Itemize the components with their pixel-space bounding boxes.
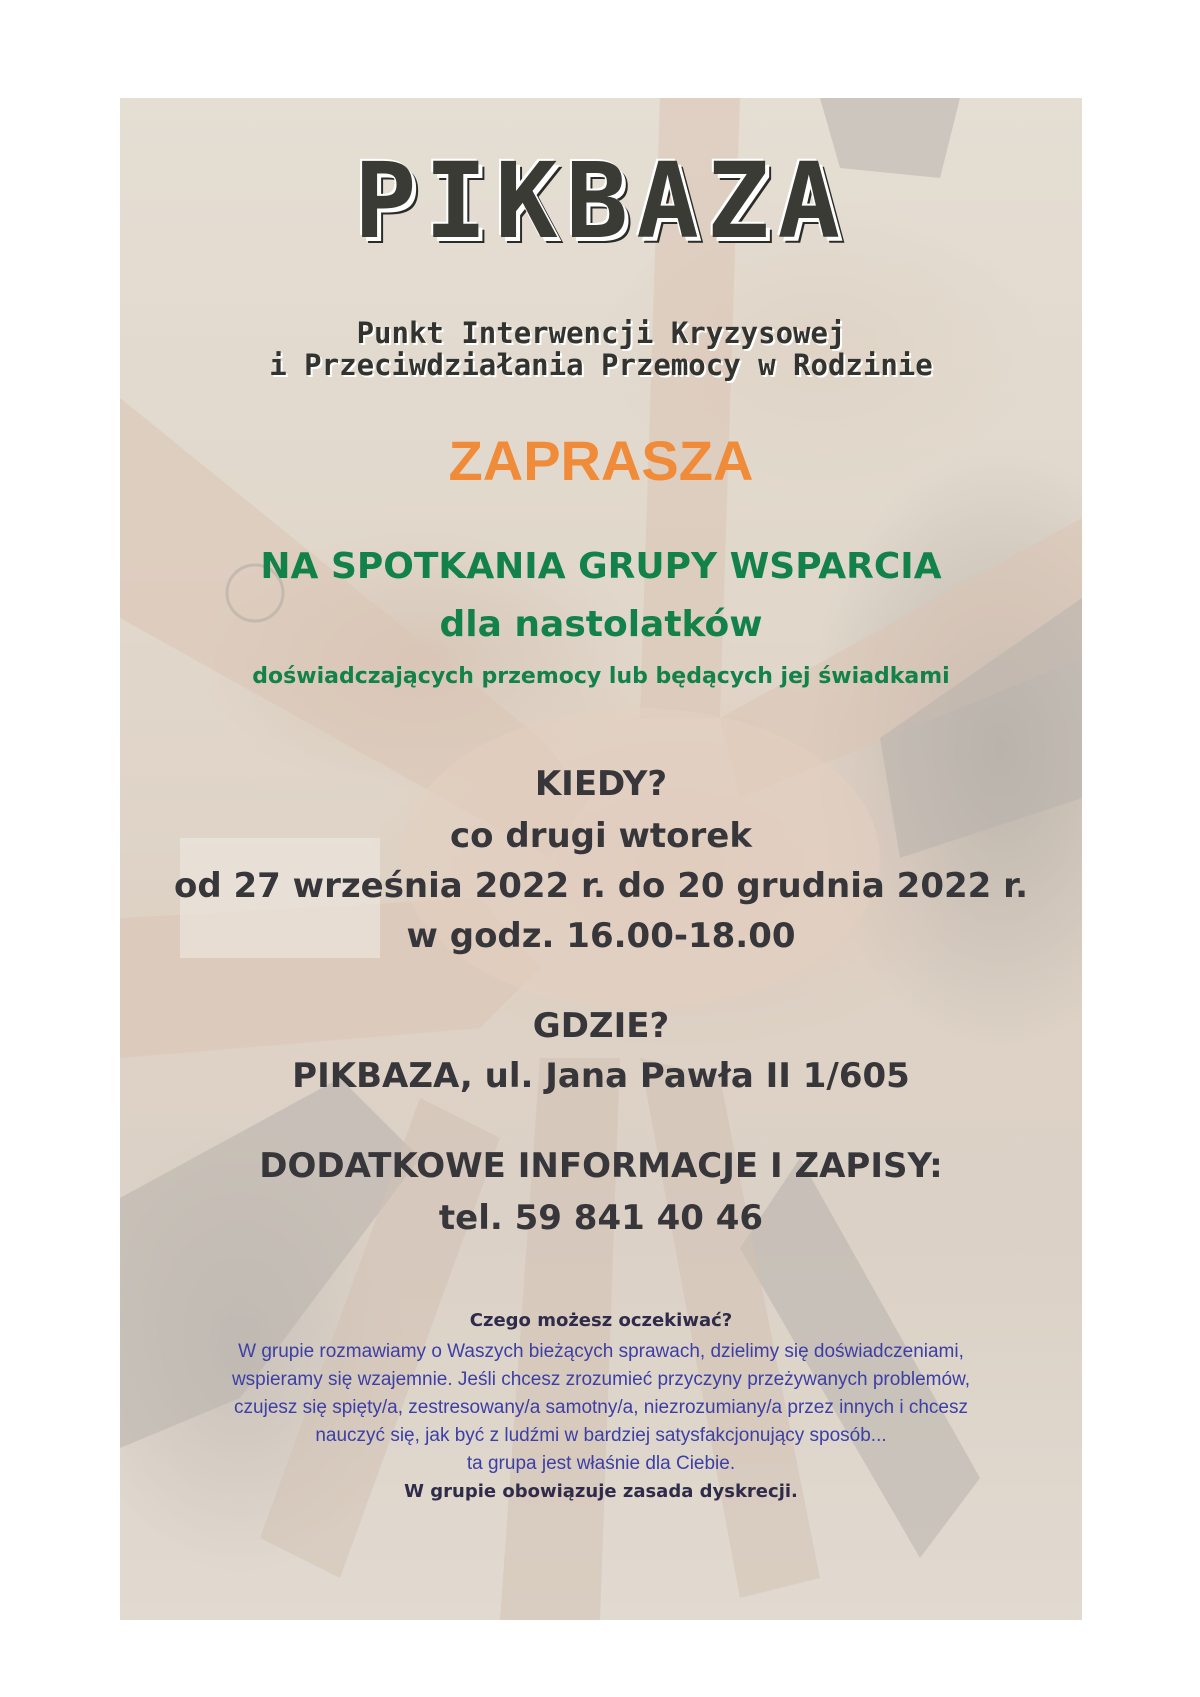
expect-line: ta grupa jest właśnie dla Ciebie. (466, 1453, 736, 1474)
poster (120, 98, 1082, 1620)
subtitle-line-1: Punkt Interwencji Kryzysowej (356, 316, 846, 350)
logo: PIKBAZA (353, 140, 849, 262)
when-frequency: co drugi wtorek (450, 816, 752, 856)
where-address: PIKBAZA, ul. Jana Pawła II 1/605 (292, 1056, 910, 1096)
when-hours: w godz. 16.00-18.00 (406, 916, 796, 956)
when-heading: KIEDY? (534, 764, 668, 804)
expect-line: wspieramy się wzajemnie. Jeśli chcesz zrozumieć przyczyny przeżywanych problemów, (231, 1369, 971, 1390)
expect-heading: Czego możesz oczekiwać? (469, 1310, 733, 1331)
info-heading: DODATKOWE INFORMACJE I ZAPISY: (259, 1146, 943, 1186)
expect-line: nauczyć się, jak być z ludźmi w bardziej satysfakcjonujący sposób... (315, 1425, 887, 1446)
event-audience: dla nastolatków (439, 604, 763, 645)
discretion-note: W grupie obowiązuje zasada dyskrecji. (404, 1481, 798, 1502)
info-phone: tel. 59 841 40 46 (438, 1198, 764, 1238)
when-dates: od 27 września 2022 r. do 20 grudnia 2022 r. (173, 866, 1028, 906)
event-description: doświadczających przemocy lub będących jej świadkami (252, 664, 950, 689)
where-heading: GDZIE? (532, 1006, 670, 1046)
invite-heading: ZAPRASZA (448, 429, 754, 492)
expect-line: czujesz się spięty/a, zestresowany/a samotny/a, niezrozumiany/a przez innych i chcesz (234, 1397, 968, 1418)
expect-line: W grupie rozmawiamy o Waszych bieżących sprawach, dzielimy się doświadczeniami, (238, 1341, 964, 1362)
subtitle-line-2: i Przeciwdziałania Przemocy w Rodzinie (269, 348, 933, 382)
poster-content (120, 98, 1082, 1620)
expect-paragraph (120, 1338, 1082, 1506)
event-title: NA SPOTKANIA GRUPY WSPARCIA (260, 546, 942, 587)
